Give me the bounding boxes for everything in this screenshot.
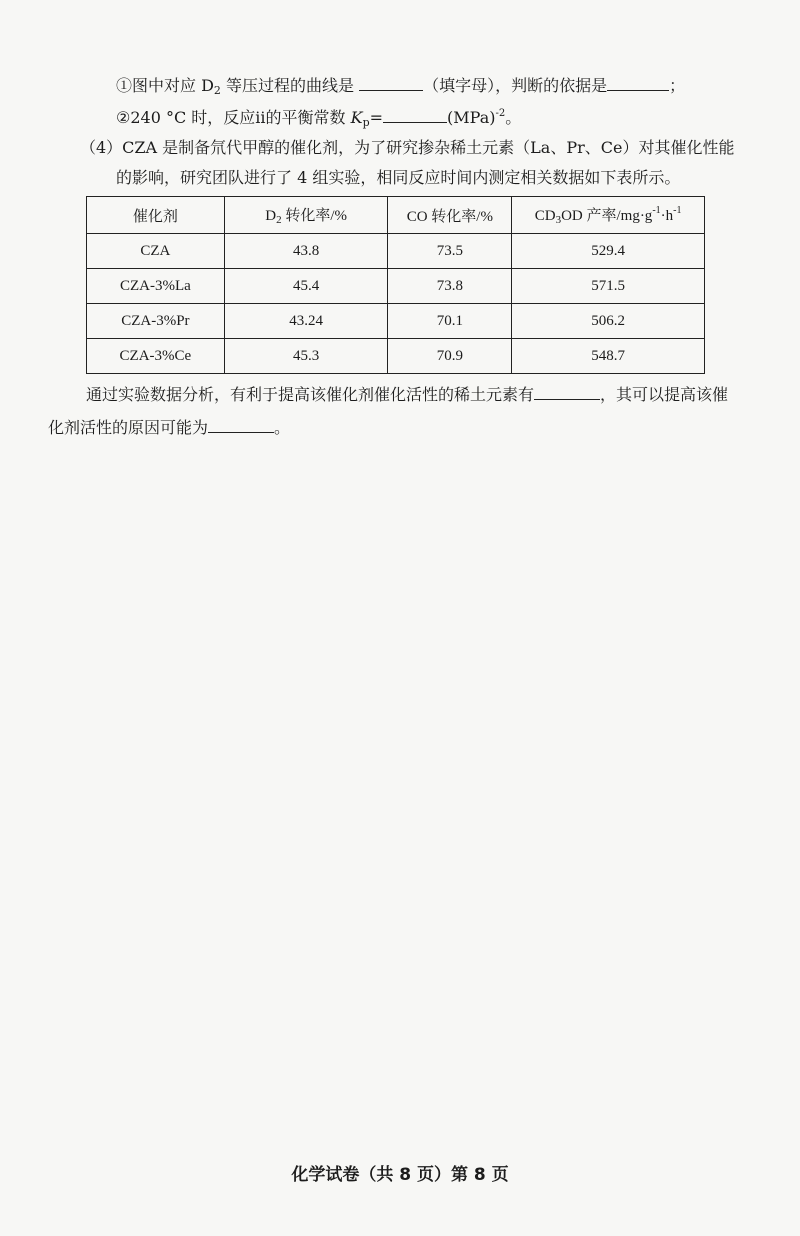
table-row (87, 234, 705, 269)
cell-co: 73.8 (388, 269, 512, 304)
q2-end: 。 (505, 108, 522, 127)
page-footer: 化学试卷（共 8 页）第 8 页 (291, 1165, 509, 1185)
cell-co: 70.1 (388, 304, 512, 339)
answer-blank-1[interactable] (359, 74, 423, 91)
question-4-line-2: 的影响，研究团队进行了 4 组实验，相同反应时间内测定相关数据如下表所示。 (116, 168, 681, 187)
answer-blank-3[interactable] (383, 106, 447, 123)
q2-unit: (MPa) (447, 108, 496, 127)
cell-yield: 506.2 (512, 304, 705, 339)
table-row (87, 339, 705, 374)
cell-d2: 45.3 (224, 339, 388, 374)
cell-yield: 571.5 (512, 269, 705, 304)
conclusion-text-d: 。 (274, 418, 291, 437)
q1-prefix: ①图中对应 D (116, 76, 214, 95)
conclusion-text-b: ，其可以提高该催 (600, 385, 729, 404)
cell-yield: 548.7 (512, 339, 705, 374)
question-4-line-1: （4）CZA 是制备氘代甲醇的催化剂，为了研究掺杂稀土元素（La、Pr、Ce）对其催化性能 (80, 138, 735, 157)
question-2-line (116, 103, 521, 134)
cell-d2: 45.4 (224, 269, 388, 304)
cell-catalyst: CZA-3%La (87, 269, 225, 304)
conclusion-line-2 (48, 416, 290, 439)
table-row (87, 304, 705, 339)
question-1-line (116, 74, 685, 102)
cell-yield: 529.4 (512, 234, 705, 269)
catalyst-data-table (86, 196, 705, 374)
kp-symbol: K (350, 108, 363, 127)
q1-end: ； (669, 76, 686, 95)
cell-d2: 43.8 (224, 234, 388, 269)
q1-paren-text: （填字母），判断的依据是 (423, 76, 608, 95)
answer-blank-5[interactable] (208, 416, 274, 433)
q1-subscript: 2 (213, 84, 221, 97)
header-catalyst: 催化剂 (87, 197, 225, 234)
cell-co: 73.5 (388, 234, 512, 269)
cell-co: 70.9 (388, 339, 512, 374)
answer-blank-4[interactable] (534, 383, 600, 400)
cell-catalyst: CZA-3%Pr (87, 304, 225, 339)
header-cd3od-yield: $CD_3OD$ 产率$/mg\cdot g^{-1}\cdot h^{-1}$ (512, 197, 705, 234)
q1-middle: 等压过程的曲线是 (220, 76, 355, 95)
cell-catalyst: CZA-3%Ce (87, 339, 225, 374)
q2-prefix: ②240 °C 时，反应ii的平衡常数 (116, 108, 351, 127)
cell-d2: 43.24 (224, 304, 388, 339)
q2-unit-superscript: -2 (495, 108, 506, 119)
cell-catalyst: CZA (87, 234, 225, 269)
kp-subscript: p (362, 116, 370, 129)
q2-equals: = (369, 108, 384, 127)
header-co-conversion: CO 转化率/% (388, 197, 512, 234)
header-d2-conversion: $D_2$ 转化率/% (224, 197, 388, 234)
conclusion-line-1 (86, 383, 728, 406)
conclusion-text-c: 化剂活性的原因可能为 (48, 418, 209, 437)
table-header-row (87, 197, 705, 234)
conclusion-text-a: 通过实验数据分析，有利于提高该催化剂催化活性的稀土元素有 (86, 385, 535, 404)
answer-blank-2[interactable] (607, 74, 669, 91)
table-row (87, 269, 705, 304)
